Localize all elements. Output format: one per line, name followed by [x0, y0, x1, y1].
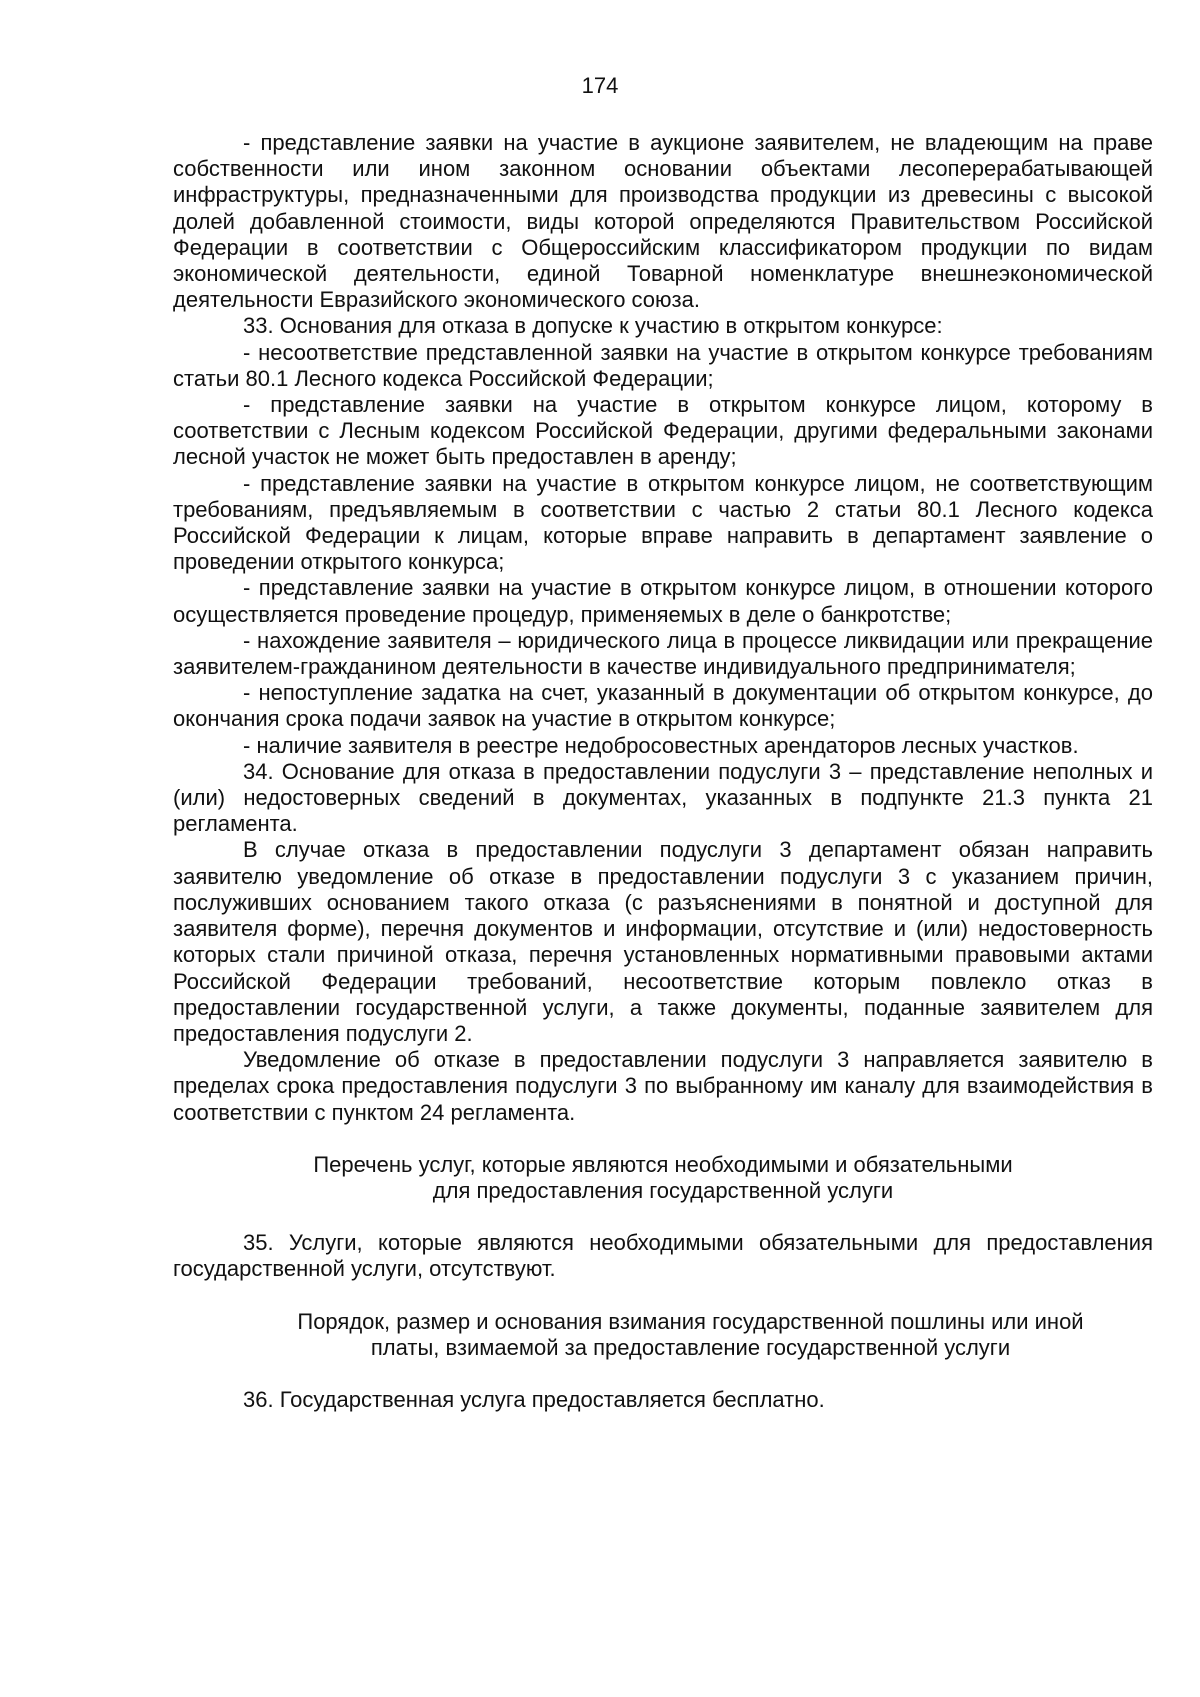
paragraph-bullet-liquidation: - нахождение заявителя – юридического лица в процессе ликвидации или прекращение заявителем-гражданином деятельности в качестве индивидуального предпринимателя; — [173, 627, 1153, 680]
heading-line: Порядок, размер и основания взимания государственной пошлины или иной — [297, 1308, 1084, 1334]
page-number: 174 — [581, 73, 619, 98]
paragraph-bullet-noncompliance: - несоответствие представленной заявки на участие в открытом конкурсе требованиям статьи 80.1 Лесного кодекса Российской Федерации; — [173, 339, 1153, 391]
paragraph-bullet-requirements: - представление заявки на участие в открытом конкурсе лицом, не соответствующим требованиям, предъявляемым в соответствии с частью 2 статьи 80.1 Лесного кодекса Российской Федерации к лицам, которые вправе направить в департамент заявление о проведении открытого конкурса; — [173, 470, 1153, 575]
document-body — [173, 130, 1153, 1413]
paragraph-bullet-not-eligible: - представление заявки на участие в открытом конкурсе лицом, которому в соответствии с Лесным кодексом Российской Федерации, другими федеральными законами лесной участок не может быть предоставлен в аренду; — [173, 392, 1153, 470]
heading-line: Перечень услуг, которые являются необходимыми и обязательными — [313, 1151, 1013, 1177]
paragraph-36: 36. Государственная услуга предоставляется бесплатно. — [243, 1386, 825, 1412]
paragraph-refusal-notice: В случае отказа в предоставлении подуслуги 3 департамент обязан направить заявителю уведомление об отказе в предоставлении подуслуги 3 с указанием причин, послуживших основанием такого отказа (с разъяснениями в понятной и доступной для заявителя форме), перечня документов и информации, отсутствие и (или) недостоверность которых стали причиной отказа, перечня установленных нормативными правовыми актами Российской Федерации требований, несоответствие которым повлекло отказ в предоставлении государственной услуги, а также документы, поданные заявителем для предоставления подуслуги 2. — [173, 837, 1153, 1046]
paragraph-bullet-deposit: - непоступление задатка на счет, указанный в документации об открытом конкурсе, до окончания срока подачи заявок на участие в открытом конкурсе; — [173, 680, 1153, 732]
paragraph-notice-delivery: Уведомление об отказе в предоставлении подуслуги 3 направляется заявителю в пределах срока предоставления подуслуги 3 по выбранному им каналу для взаимодействия в соответствии с пунктом 24 регламента. — [173, 1047, 1153, 1125]
heading-line: для предоставления государственной услуги — [432, 1177, 894, 1203]
section-heading-fees — [173, 1309, 1153, 1361]
paragraph-bullet-auction: - представление заявки на участие в аукционе заявителем, не владеющим на праве собственности или ином законном основании объектами лесоперерабатывающей инфраструктуры, предназначенными для производства продукции из древесины с высокой долей добавленной стоимости, виды которой определяются Правительством Российской Федерации в соответствии с Общероссийским классификатором продукции по видам экономической деятельности, единой Товарной номенклатуре внешнеэкономической деятельности Евразийского экономического союза. — [173, 130, 1153, 313]
paragraph-33: 33. Основания для отказа в допуске к участию в открытом конкурсе: — [243, 313, 943, 339]
paragraph-bullet-bankruptcy: - представление заявки на участие в открытом конкурсе лицом, в отношении которого осуществляется проведение процедур, применяемых в деле о банкротстве; — [173, 575, 1153, 627]
paragraph-bullet-registry: - наличие заявителя в реестре недобросовестных арендаторов лесных участков. — [243, 732, 1079, 758]
section-heading-required-services — [173, 1152, 1153, 1204]
paragraph-34: 34. Основание для отказа в предоставлении подуслуги 3 – представление неполных и (или) недостоверных сведений в документах, указанных в подпункте 21.3 пункта 21 регламента. — [173, 758, 1153, 837]
heading-line: платы, взимаемой за предоставление государственной услуги — [370, 1334, 1011, 1360]
paragraph-35: 35. Услуги, которые являются необходимыми обязательными для предоставления государственной услуги, отсутствуют. — [173, 1230, 1153, 1282]
